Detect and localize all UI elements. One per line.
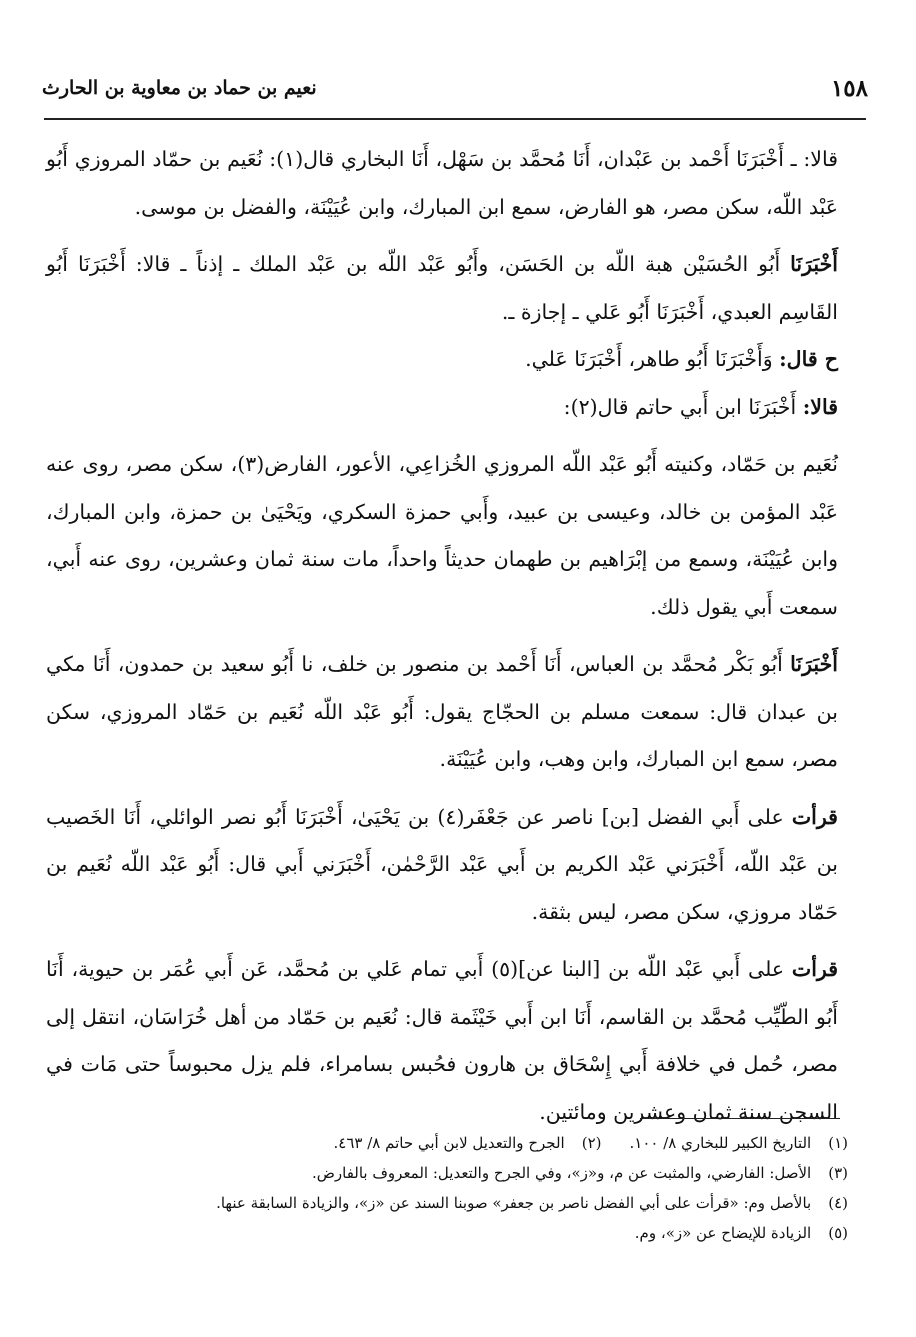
- paragraph: [46, 241, 838, 336]
- footnote-number: (١): [828, 1134, 848, 1152]
- running-title: نعيم بن حماد بن معاوية بن الحارث: [42, 77, 317, 99]
- paragraph: [46, 336, 838, 384]
- page-number: ١٥٨: [830, 74, 868, 102]
- paragraph: [46, 136, 838, 231]
- footnote-number: (٣): [828, 1164, 848, 1182]
- main-text: [46, 136, 838, 1136]
- paragraph: [46, 946, 838, 1136]
- paragraph-lead: أَخْبَرَنَا: [790, 252, 838, 276]
- footnote: [80, 1158, 848, 1188]
- footnote-number: (٤): [828, 1194, 848, 1212]
- footnote-row: [80, 1128, 848, 1158]
- paragraph-text: على أَبي الفضل [بن] ناصر عن جَعْفَر(٤) بن يَحْيَىٰ، أَخْبَرَنَا أَبُو نصر الوائلي، أَنَا الخَصيب بن عَبْد اللّه، أَخْبَرَني عَبْد الكريم بن أَبي عَبْد الرَّحْمٰن، أَخْبَرَني أَبي قال: أَبُو عَبْد اللّه نُعَيم بن حَمّاد مروزي، سكن مصر، ليس بثقة.: [46, 804, 838, 924]
- paragraph-text: على أَبي عَبْد اللّه بن [البنا عن](٥) أَبي تمام عَلي بن مُحمَّد، عَن أَبي عُمَر بن حيوية، أَنَا أَبُو الطّيِّب مُحمَّد بن القاسم، أَنَا ابن أَبي خَيْثَمة قال: نُعَيم بن حَمّاد من أهل خُرَاسَان، انتقل إلى مصر، حُمل في خلافة أَبي إِسْحَاق بن هارون فحُبس بسامراء، فلم يزل محبوساً حتى مَات في السجن سنة ثمان وعشرين ومائتين.: [46, 957, 838, 1124]
- footnote-rule: [640, 1118, 840, 1119]
- paragraph: [46, 794, 838, 937]
- footnote-text: الزيادة للإيضاح عن «ز»، وم.: [634, 1224, 812, 1242]
- footnote: [333, 1128, 601, 1158]
- paragraph-text: أَخْبَرَنَا ابن أَبي حاتم قال(٢):: [563, 394, 803, 419]
- footnote-number: (٢): [581, 1134, 602, 1152]
- paragraph-lead: أَخْبَرَنَا: [790, 652, 838, 676]
- paragraph: [46, 641, 838, 784]
- footnote: [80, 1188, 848, 1218]
- paragraph-text: أَبُو بَكْر مُحمَّد بن العباس، أَنَا أَحْمد بن منصور بن خلف، نا أَبُو سعيد بن حمدون، أَنَا مكي بن عبدان قال: سمعت مسلم بن الحجّاج يقول: أَبُو عَبْد اللّه نُعَيم بن حَمّاد المروزي، سكن مصر، سمع ابن المبارك، وابن وهب، وابن عُيَيْنَة.: [46, 652, 838, 771]
- paragraph-lead: قرأت: [791, 804, 838, 829]
- paragraph-text: وَأَخْبَرَنَا أَبُو طاهر، أَخْبَرَنَا عَلي.: [525, 347, 780, 371]
- paragraph-text: نُعَيم بن حَمّاد، وكنيته أَبُو عَبْد اللّه المروزي الخُزاعِي، الأعور، الفارض(٣)، سكن مصر، روى عنه عَبْد المؤمن بن خالد، وعيسى بن عبيد، وأَبي حمزة السكري، ويَحْيَىٰ بن حمزة، وابن المبارك، وابن عُيَيْنَة، وسمع من إبْرَاهيم بن طهمان حديثاً واحداً، مات سنة ثمان وعشرين، روى عنه أَبي، سمعت أَبي يقول ذلك.: [46, 452, 838, 619]
- footnote-number: (٥): [828, 1224, 848, 1242]
- footnote: [629, 1128, 848, 1158]
- footnote-text: الجرح والتعديل لابن أبي حاتم ٨/ ٤٦٣.: [333, 1134, 565, 1152]
- paragraph-lead: ح قال:: [779, 347, 838, 371]
- paragraph-lead: قرأت: [791, 957, 838, 981]
- paragraph-lead: قالا:: [802, 394, 838, 419]
- paragraph: [46, 441, 838, 631]
- header-rule: [44, 118, 866, 120]
- footnote: [80, 1218, 848, 1248]
- paragraph-text: قالا: ـ أَخْبَرَنَا أَحْمد بن عَبْدان، أَنَا مُحمَّد بن سَهْل، أَنَا البخاري قال(١): نُعَيم بن حمّاد المروزي أَبُو عَبْد اللّه، سكن مصر، هو الفارض، سمع ابن المبارك، وابن عُيَيْنَة، والفضل بن موسى.: [46, 147, 839, 219]
- footnote-text: الأصل: الفارضي، والمثبت عن م، و«ز»، وفي الجرح والتعديل: المعروف بالفارض.: [311, 1164, 812, 1182]
- footnote-text: بالأصل وم: «قرأت على أبي الفضل ناصر بن جعفر» صوبنا السند عن «ز»، والزيادة السابقة عنها.: [216, 1194, 812, 1212]
- page-header: [42, 68, 868, 108]
- footnotes: [80, 1128, 848, 1248]
- paragraph: [46, 384, 838, 432]
- paragraph-text: أَبُو الحُسَيْن هبة اللّه بن الحَسَن، وأَبُو عَبْد اللّه بن عَبْد الملك ـ إذناً ـ قالا: أَخْبَرَنَا أَبُو القَاسِم العبدي، أَخْبَرَنَا أَبُو عَلي ـ إجازة ـ.: [46, 252, 838, 324]
- footnote-text: التاريخ الكبير للبخاري ٨/ ١٠٠.: [629, 1134, 812, 1152]
